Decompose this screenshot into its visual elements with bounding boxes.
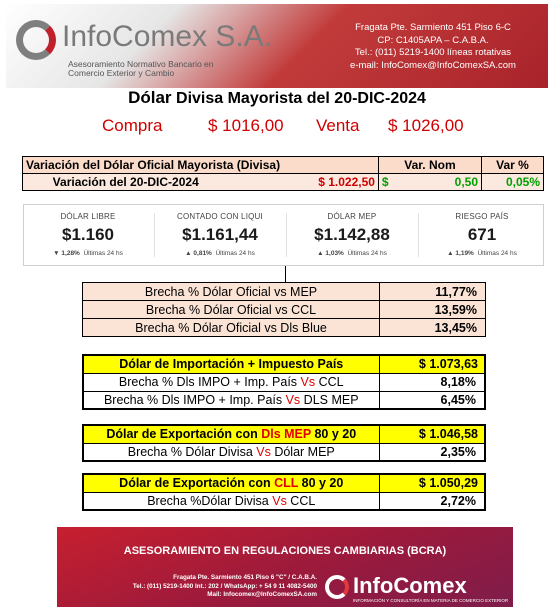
import-brecha-label	[83, 391, 379, 409]
page-title	[0, 88, 554, 108]
text-fragment: Brecha %Dólar Divisa	[147, 493, 273, 508]
footer-banner	[57, 527, 513, 607]
table-row	[83, 425, 485, 443]
official-var-currency: $	[378, 174, 392, 191]
quote-label: RIESGO PAÍS	[455, 212, 509, 221]
footer-info-line: Fragata Pte. Sarmiento 451 Piso 6 "C" / C.A.B.A.	[173, 574, 317, 581]
text-fragment: 80 y 20	[311, 427, 357, 442]
market-quotes	[23, 204, 544, 266]
export-ccl-value: $ 1.050,29	[379, 474, 485, 492]
quote-dolar-mep[interactable]	[288, 205, 416, 265]
footer-brand: InfoComex	[353, 573, 467, 598]
buy-value: $ 1016,00	[208, 116, 284, 135]
quote-label: DÓLAR MEP	[327, 212, 377, 221]
official-variation-table	[22, 156, 544, 191]
quote-label: CONTADO CON LIQUI	[177, 212, 263, 221]
brecha-value: 13,45%	[380, 319, 486, 337]
export-ccl-brecha-value: 2,72%	[379, 492, 485, 510]
infocomex-logo-icon	[325, 575, 349, 599]
text-fragment: Vs	[272, 493, 287, 508]
footer-title: ASESORAMIENTO EN REGULACIONES CAMBIARIAS (BCRA)	[123, 545, 447, 557]
quote-label: DÓLAR LIBRE	[60, 212, 116, 221]
text-fragment: CCL	[286, 493, 316, 508]
table-row	[83, 443, 485, 461]
official-row-label: Variación del 20-DIC-2024	[23, 174, 229, 191]
table-row	[83, 301, 486, 319]
import-section	[82, 354, 486, 410]
import-value: $ 1.073,63	[379, 355, 485, 373]
quote-dolar-libre[interactable]	[24, 205, 152, 265]
text-fragment: DLS MEP	[300, 392, 359, 407]
text-fragment: Dólar de Exportación con	[119, 476, 275, 491]
export-mep-brecha-label	[83, 443, 379, 461]
official-row-price: $ 1.022,50	[228, 174, 378, 191]
address-line: Tel.: (011) 5219-1400 líneas rotativas	[354, 47, 512, 58]
import-brecha-value: 6,45%	[379, 391, 485, 409]
quote-change	[288, 250, 416, 257]
col-var-nom: Var. Nom	[378, 157, 481, 174]
arrow-up-icon: ▲	[317, 250, 324, 257]
text-fragment: 80 y 20	[298, 476, 344, 491]
brecha-value: 13,59%	[380, 301, 486, 319]
text-fragment: Vs	[300, 375, 316, 389]
arrow-up-icon: ▲	[185, 250, 192, 257]
quote-change-pct: 0,81%	[193, 250, 212, 257]
export-mep-value: $ 1.046,58	[379, 425, 485, 443]
footer-info	[117, 574, 317, 600]
quote-riesgo-pais[interactable]	[420, 205, 544, 265]
rates-row	[0, 116, 554, 140]
quote-change	[24, 250, 152, 257]
arrow-down-icon: ▼	[53, 250, 60, 257]
text-fragment: Brecha % Dls IMPO + Imp. País	[118, 375, 301, 389]
quote-period: Últimas 24 hs	[477, 250, 517, 257]
text-fragment: Vs	[256, 444, 271, 459]
import-brecha-label	[83, 373, 379, 391]
export-ccl-title	[83, 474, 379, 492]
address-line: CP: C1405APA – C.A.B.A.	[377, 34, 489, 46]
header-address	[318, 22, 548, 72]
buy-label: Compra	[102, 116, 163, 135]
table-row	[83, 319, 486, 337]
text-fragment: Brecha % Dls IMPO + Imp. País	[103, 392, 286, 407]
address-line: e-mail: InfoComex@InfoComexSA.com	[350, 59, 516, 71]
title-main: Dólar	[128, 88, 172, 107]
table-row	[83, 373, 485, 391]
col-var-pct: Var %	[482, 157, 544, 174]
official-var-pct: 0,05%	[482, 174, 544, 191]
text-fragment: CCL	[315, 375, 344, 389]
import-title: Dólar de Importación + Impuesto País	[83, 355, 379, 373]
text-fragment: Dólar MEP	[270, 444, 335, 459]
export-ccl-section	[82, 473, 486, 511]
divider	[286, 213, 287, 257]
official-header: Variación del Dólar Oficial Mayorista (Divisa)	[23, 157, 379, 174]
quote-change-pct: 1,03%	[325, 250, 344, 257]
quote-value: $1.160	[62, 225, 114, 244]
connector-line	[285, 266, 286, 282]
export-ccl-brecha-label	[83, 492, 379, 510]
export-mep-brecha-value: 2,35%	[379, 443, 485, 461]
title-rest: Divisa Mayorista del 20-DIC-2024	[176, 90, 426, 107]
quote-change-pct: 1,19%	[455, 250, 474, 257]
official-var-nom: 0,50	[392, 174, 481, 191]
sell-label: Venta	[316, 116, 360, 135]
header-banner	[6, 4, 548, 88]
sell-value: $ 1026,00	[388, 116, 464, 135]
address-line: Fragata Pte. Sarmiento 451 Piso 6-C	[355, 22, 511, 33]
footer-info-line: Mail: Infocomex@InfoComexSA.com	[207, 591, 317, 598]
quote-change-pct: 1,28%	[61, 250, 80, 257]
text-fragment: Brecha % Dólar Divisa	[127, 444, 257, 459]
footer-brand-sub: INFORMACIÓN Y CONSULTORÍA EN MATERIA DE COMERCIO EXTERIOR	[353, 598, 509, 603]
export-mep-section	[82, 424, 486, 462]
text-fragment: Dólar de Exportación con	[106, 427, 262, 442]
quote-period: Últimas 24 hs	[347, 250, 387, 257]
quote-value: $1.161,44	[182, 225, 258, 244]
quote-period: Últimas 24 hs	[215, 250, 255, 257]
table-row	[83, 283, 486, 301]
quote-ccl[interactable]	[156, 205, 284, 265]
quote-value: 671	[467, 225, 497, 244]
quote-value: $1.142,88	[314, 225, 390, 244]
arrow-up-icon: ▲	[447, 250, 454, 257]
import-brecha-value: 8,18%	[379, 373, 485, 391]
brecha-label: Brecha % Dólar Oficial vs CCL	[83, 301, 380, 319]
infocomex-logo-icon	[16, 20, 56, 60]
table-row	[83, 474, 485, 492]
text-fragment: Vs	[285, 392, 301, 407]
table-row	[83, 492, 485, 510]
header-brand: InfoComex S.A.	[62, 20, 273, 53]
quote-change	[156, 250, 284, 257]
table-row	[83, 355, 485, 373]
brecha-label: Brecha % Dólar Oficial vs Dls Blue	[83, 319, 380, 337]
table-row	[83, 391, 485, 409]
brecha-value: 11,77%	[380, 283, 486, 301]
text-fragment: Dls MEP	[261, 427, 311, 442]
divider	[154, 213, 155, 257]
text-fragment: CLL	[274, 476, 299, 491]
footer-info-line: Tel.: (011) 5219-1400 Int.: 202 / WhatsApp: + 54 9 11 4082-5400	[132, 582, 317, 590]
brecha-table	[82, 282, 486, 337]
quote-change	[420, 250, 544, 257]
quote-period: Últimas 24 hs	[83, 250, 123, 257]
header-tagline: Asesoramiento Normativo Bancario en Comercio Exterior y Cambio	[68, 59, 214, 78]
brecha-label: Brecha % Dólar Oficial vs MEP	[83, 283, 380, 301]
divider	[418, 213, 419, 257]
export-mep-title	[83, 425, 379, 443]
